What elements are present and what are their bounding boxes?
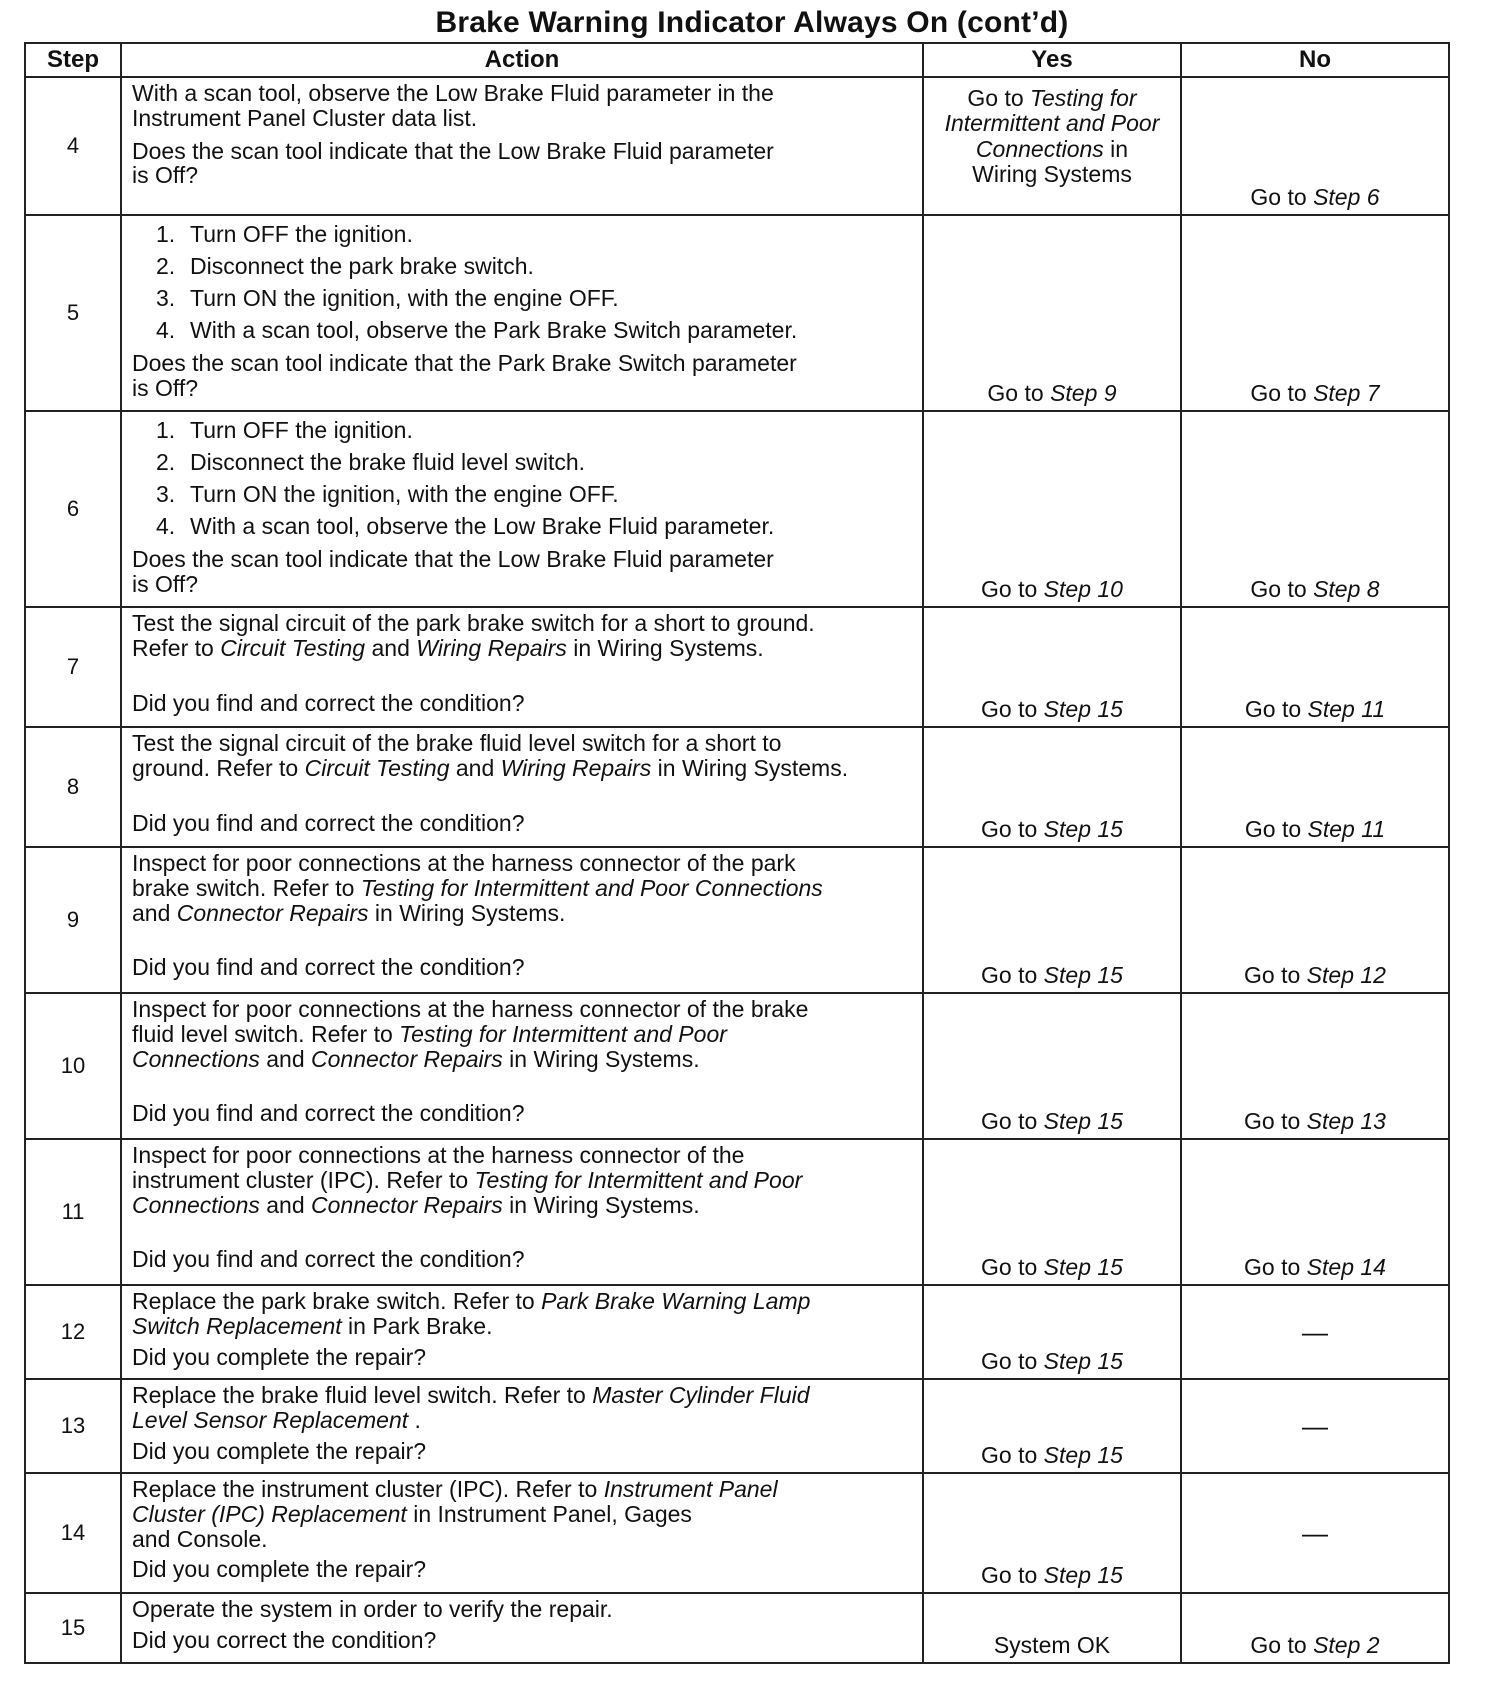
no-link[interactable]: Step 11 bbox=[1307, 696, 1386, 722]
action-cell bbox=[121, 607, 923, 727]
page-title: Brake Warning Indicator Always On (cont’d) bbox=[435, 6, 1069, 39]
no-cell bbox=[1181, 215, 1449, 411]
question-text: is Off? bbox=[132, 162, 199, 189]
no-text: Go to bbox=[1250, 184, 1314, 210]
action-text: and Connector Repairs in Wiring Systems. bbox=[132, 899, 566, 926]
yes-text: Go to bbox=[981, 1254, 1044, 1280]
yes-text: Go to bbox=[981, 576, 1044, 602]
table-row bbox=[25, 1379, 1449, 1473]
header-step: Step bbox=[25, 43, 121, 77]
action-text: Connections and Connector Repairs in Wiring Systems. bbox=[132, 1191, 700, 1218]
yes-cell bbox=[923, 727, 1181, 847]
action-text: Operate the system in order to verify the repair. bbox=[132, 1596, 613, 1622]
no-link[interactable]: Step 8 bbox=[1313, 576, 1380, 602]
action-cell bbox=[121, 727, 923, 847]
yes-link[interactable]: Step 15 bbox=[1043, 816, 1123, 842]
no-cell bbox=[1181, 607, 1449, 727]
step-number: 14 bbox=[25, 1473, 121, 1593]
question-text: Did you find and correct the condition? bbox=[132, 809, 525, 836]
step-number: 8 bbox=[25, 727, 121, 847]
no-cell bbox=[1181, 77, 1449, 215]
step-number: 10 bbox=[25, 993, 121, 1139]
reference-link[interactable]: Park Brake Warning Lamp bbox=[541, 1288, 811, 1314]
table-row bbox=[25, 847, 1449, 993]
yes-link[interactable]: Step 15 bbox=[1043, 1348, 1123, 1374]
diagnostic-table bbox=[24, 42, 1450, 1664]
step-number: 12 bbox=[25, 1285, 121, 1379]
no-text: Go to bbox=[1250, 380, 1314, 406]
reference-link[interactable]: Cluster (IPC) Replacement bbox=[132, 1500, 407, 1527]
header-no: No bbox=[1181, 43, 1449, 77]
yes-link[interactable]: Testing for bbox=[1030, 85, 1137, 111]
action-text: fluid level switch. Refer to Testing for Intermittent and Poor bbox=[132, 1020, 727, 1047]
yes-cell bbox=[923, 1379, 1181, 1473]
list-item: 3. Turn ON the ignition, with the engine OFF. bbox=[156, 285, 619, 311]
reference-link[interactable]: Instrument Panel bbox=[603, 1476, 778, 1502]
step-number: 4 bbox=[25, 77, 121, 215]
question-text: Did you complete the repair? bbox=[132, 1437, 427, 1464]
action-cell bbox=[121, 1473, 923, 1593]
step-number: 6 bbox=[25, 411, 121, 607]
question-text: Did you complete the repair? bbox=[132, 1343, 427, 1370]
step-number: 9 bbox=[25, 847, 121, 993]
action-cell bbox=[121, 847, 923, 993]
yes-text: in bbox=[1103, 135, 1129, 162]
list-item: 4. With a scan tool, observe the Park Brake Switch parameter. bbox=[156, 317, 798, 343]
yes-text: Go to bbox=[981, 696, 1044, 722]
table-row bbox=[25, 1285, 1449, 1379]
no-link[interactable]: Step 6 bbox=[1313, 184, 1380, 210]
action-text: Replace the brake fluid level switch. Refer to Master Cylinder Fluid bbox=[132, 1382, 810, 1408]
list-item: 2. Disconnect the park brake switch. bbox=[156, 253, 534, 279]
no-cell bbox=[1181, 727, 1449, 847]
action-text: Inspect for poor connections at the harness connector of the brake bbox=[132, 996, 809, 1022]
no-cell: — bbox=[1181, 1473, 1449, 1593]
reference-link[interactable]: Connections bbox=[132, 1045, 260, 1072]
no-text: Go to bbox=[1250, 576, 1314, 602]
no-text: Go to bbox=[1244, 816, 1308, 842]
yes-cell bbox=[923, 1285, 1181, 1379]
yes-text: Go to bbox=[981, 1108, 1044, 1134]
question-text: Did you find and correct the condition? bbox=[132, 954, 525, 981]
table-header-row bbox=[25, 43, 1449, 77]
action-text: Replace the instrument cluster (IPC). Refer to Instrument Panel bbox=[132, 1476, 778, 1502]
yes-link[interactable]: Step 15 bbox=[1043, 1562, 1123, 1588]
action-text: Instrument Panel Cluster data list. bbox=[132, 104, 478, 131]
yes-text: Go to bbox=[987, 380, 1051, 406]
reference-link[interactable]: Connector Repairs bbox=[176, 899, 369, 926]
no-text: Go to bbox=[1244, 1108, 1307, 1134]
action-text: ground. Refer to Circuit Testing and Wiring Repairs in Wiring Systems. bbox=[132, 754, 849, 781]
yes-link[interactable]: Step 15 bbox=[1043, 1254, 1123, 1280]
reference-link[interactable]: Testing for Intermittent and Poor bbox=[399, 1020, 727, 1047]
question-text: Does the scan tool indicate that the Park Brake Switch parameter bbox=[132, 350, 797, 376]
question-text: Does the scan tool indicate that the Low Brake Fluid parameter bbox=[132, 546, 774, 572]
list-item: 4. With a scan tool, observe the Low Brake Fluid parameter. bbox=[156, 513, 775, 539]
action-text: Replace the park brake switch. Refer to Park Brake Warning Lamp bbox=[132, 1288, 811, 1314]
no-cell bbox=[1181, 1593, 1449, 1663]
question-text: Did you find and correct the condition? bbox=[132, 689, 525, 716]
yes-cell bbox=[923, 607, 1181, 727]
no-link[interactable]: Step 13 bbox=[1306, 1108, 1386, 1134]
no-cell bbox=[1181, 993, 1449, 1139]
table-row bbox=[25, 993, 1449, 1139]
yes-link[interactable]: Connections bbox=[975, 135, 1104, 162]
action-cell bbox=[121, 1285, 923, 1379]
no-link[interactable]: Step 7 bbox=[1313, 380, 1380, 406]
header-action: Action bbox=[121, 43, 923, 77]
question-text: Did you correct the condition? bbox=[132, 1626, 437, 1653]
no-cell: — bbox=[1181, 1379, 1449, 1473]
yes-link[interactable]: Step 15 bbox=[1043, 696, 1123, 722]
list-item: 3. Turn ON the ignition, with the engine OFF. bbox=[156, 481, 619, 507]
step-number: 15 bbox=[25, 1593, 121, 1663]
action-cell bbox=[121, 1593, 923, 1663]
no-text: Go to bbox=[1244, 962, 1307, 988]
table-row bbox=[25, 607, 1449, 727]
list-item: 1. Turn OFF the ignition. bbox=[156, 417, 413, 443]
no-cell bbox=[1181, 847, 1449, 993]
action-text: Connections and Connector Repairs in Wiring Systems. bbox=[132, 1045, 700, 1072]
table-row bbox=[25, 1593, 1449, 1663]
action-text: Refer to Circuit Testing and Wiring Repairs in Wiring Systems. bbox=[132, 634, 764, 661]
step-number: 13 bbox=[25, 1379, 121, 1473]
action-cell bbox=[121, 993, 923, 1139]
no-text: Go to bbox=[1244, 1254, 1307, 1280]
no-link[interactable]: Step 14 bbox=[1306, 1254, 1386, 1280]
question-text: Did you complete the repair? bbox=[132, 1556, 427, 1583]
yes-link[interactable]: Step 15 bbox=[1043, 962, 1123, 988]
substep-list bbox=[132, 419, 912, 538]
action-text: Level Sensor Replacement . bbox=[132, 1406, 421, 1433]
reference-link[interactable]: Testing for Intermittent and Poor bbox=[474, 1166, 803, 1193]
table-row bbox=[25, 77, 1449, 215]
table-row bbox=[25, 411, 1449, 607]
step-number: 7 bbox=[25, 607, 121, 727]
question-text: Did you find and correct the condition? bbox=[132, 1100, 525, 1127]
reference-link[interactable]: Circuit Testing bbox=[220, 634, 366, 661]
action-text: Test the signal circuit of the brake fluid level switch for a short to bbox=[132, 730, 782, 756]
action-text: instrument cluster (IPC). Refer to Testing for Intermittent and Poor bbox=[132, 1166, 803, 1193]
yes-text: Go to bbox=[981, 1348, 1044, 1374]
no-link[interactable]: Step 12 bbox=[1306, 962, 1386, 988]
yes-link[interactable]: Intermittent and Poor bbox=[944, 110, 1160, 137]
yes-cell bbox=[923, 993, 1181, 1139]
yes-cell bbox=[923, 847, 1181, 993]
yes-cell bbox=[923, 1139, 1181, 1285]
action-cell bbox=[121, 411, 923, 607]
action-text: Inspect for poor connections at the harness connector of the park bbox=[132, 850, 796, 876]
yes-link[interactable]: Step 10 bbox=[1043, 576, 1123, 602]
yes-text: Go to bbox=[981, 1442, 1044, 1468]
action-text: With a scan tool, observe the Low Brake Fluid parameter in the bbox=[132, 80, 774, 106]
action-text: Cluster (IPC) Replacement in Instrument Panel, Gages bbox=[132, 1500, 692, 1527]
step-number: 11 bbox=[25, 1139, 121, 1285]
yes-text: Go to bbox=[981, 962, 1044, 988]
step-number: 5 bbox=[25, 215, 121, 411]
reference-link[interactable]: Connector Repairs bbox=[311, 1045, 503, 1072]
table-row bbox=[25, 1139, 1449, 1285]
action-text: and Console. bbox=[132, 1525, 268, 1552]
yes-text: Go to bbox=[981, 816, 1044, 842]
action-text: Inspect for poor connections at the harness connector of the bbox=[132, 1142, 745, 1168]
question-text: is Off? bbox=[132, 374, 199, 401]
reference-link[interactable]: Wiring Repairs bbox=[416, 634, 567, 661]
no-text: Go to bbox=[1250, 1632, 1314, 1658]
no-link[interactable]: Step 2 bbox=[1313, 1632, 1380, 1658]
table-row bbox=[25, 1473, 1449, 1593]
table-row bbox=[25, 727, 1449, 847]
reference-link[interactable]: Circuit Testing bbox=[304, 754, 450, 781]
table-row bbox=[25, 215, 1449, 411]
action-text: brake switch. Refer to Testing for Intermittent and Poor Connections bbox=[132, 874, 823, 901]
no-cell: — bbox=[1181, 1285, 1449, 1379]
yes-text: Go to bbox=[981, 1562, 1044, 1588]
action-cell bbox=[121, 1379, 923, 1473]
reference-link[interactable]: Connections bbox=[132, 1191, 260, 1218]
reference-link[interactable]: Switch Replacement bbox=[132, 1312, 342, 1339]
list-item: 1. Turn OFF the ignition. bbox=[156, 221, 413, 247]
question-text: is Off? bbox=[132, 570, 199, 597]
yes-text: Go to bbox=[967, 85, 1031, 111]
yes-link[interactable]: Step 15 bbox=[1043, 1108, 1123, 1134]
reference-link[interactable]: Level Sensor Replacement bbox=[132, 1406, 409, 1433]
action-cell bbox=[121, 1139, 923, 1285]
substep-list bbox=[132, 223, 912, 342]
yes-link[interactable]: Step 9 bbox=[1050, 380, 1117, 406]
no-cell bbox=[1181, 411, 1449, 607]
action-cell bbox=[121, 215, 923, 411]
reference-link[interactable]: Master Cylinder Fluid bbox=[592, 1382, 810, 1408]
reference-link[interactable]: Testing for Intermittent and Poor Connections bbox=[360, 874, 823, 901]
no-link[interactable]: Step 11 bbox=[1307, 816, 1386, 842]
yes-text: Wiring Systems bbox=[972, 160, 1132, 187]
list-item: 2. Disconnect the brake fluid level switch. bbox=[156, 449, 586, 475]
no-cell bbox=[1181, 1139, 1449, 1285]
yes-cell bbox=[923, 411, 1181, 607]
question-text: Does the scan tool indicate that the Low Brake Fluid parameter bbox=[132, 137, 774, 164]
yes-cell: System OK bbox=[923, 1593, 1181, 1663]
action-text: Switch Replacement in Park Brake. bbox=[132, 1312, 493, 1339]
yes-cell bbox=[923, 1473, 1181, 1593]
yes-link[interactable]: Step 15 bbox=[1043, 1442, 1123, 1468]
question-text: Did you find and correct the condition? bbox=[132, 1246, 525, 1273]
no-text: Go to bbox=[1244, 696, 1308, 722]
header-yes: Yes bbox=[923, 43, 1181, 77]
yes-cell bbox=[923, 77, 1181, 215]
reference-link[interactable]: Connector Repairs bbox=[311, 1191, 503, 1218]
reference-link[interactable]: Wiring Repairs bbox=[500, 754, 652, 781]
action-cell bbox=[121, 77, 923, 215]
yes-cell bbox=[923, 215, 1181, 411]
action-text: Test the signal circuit of the park brake switch for a short to ground. bbox=[132, 610, 815, 636]
